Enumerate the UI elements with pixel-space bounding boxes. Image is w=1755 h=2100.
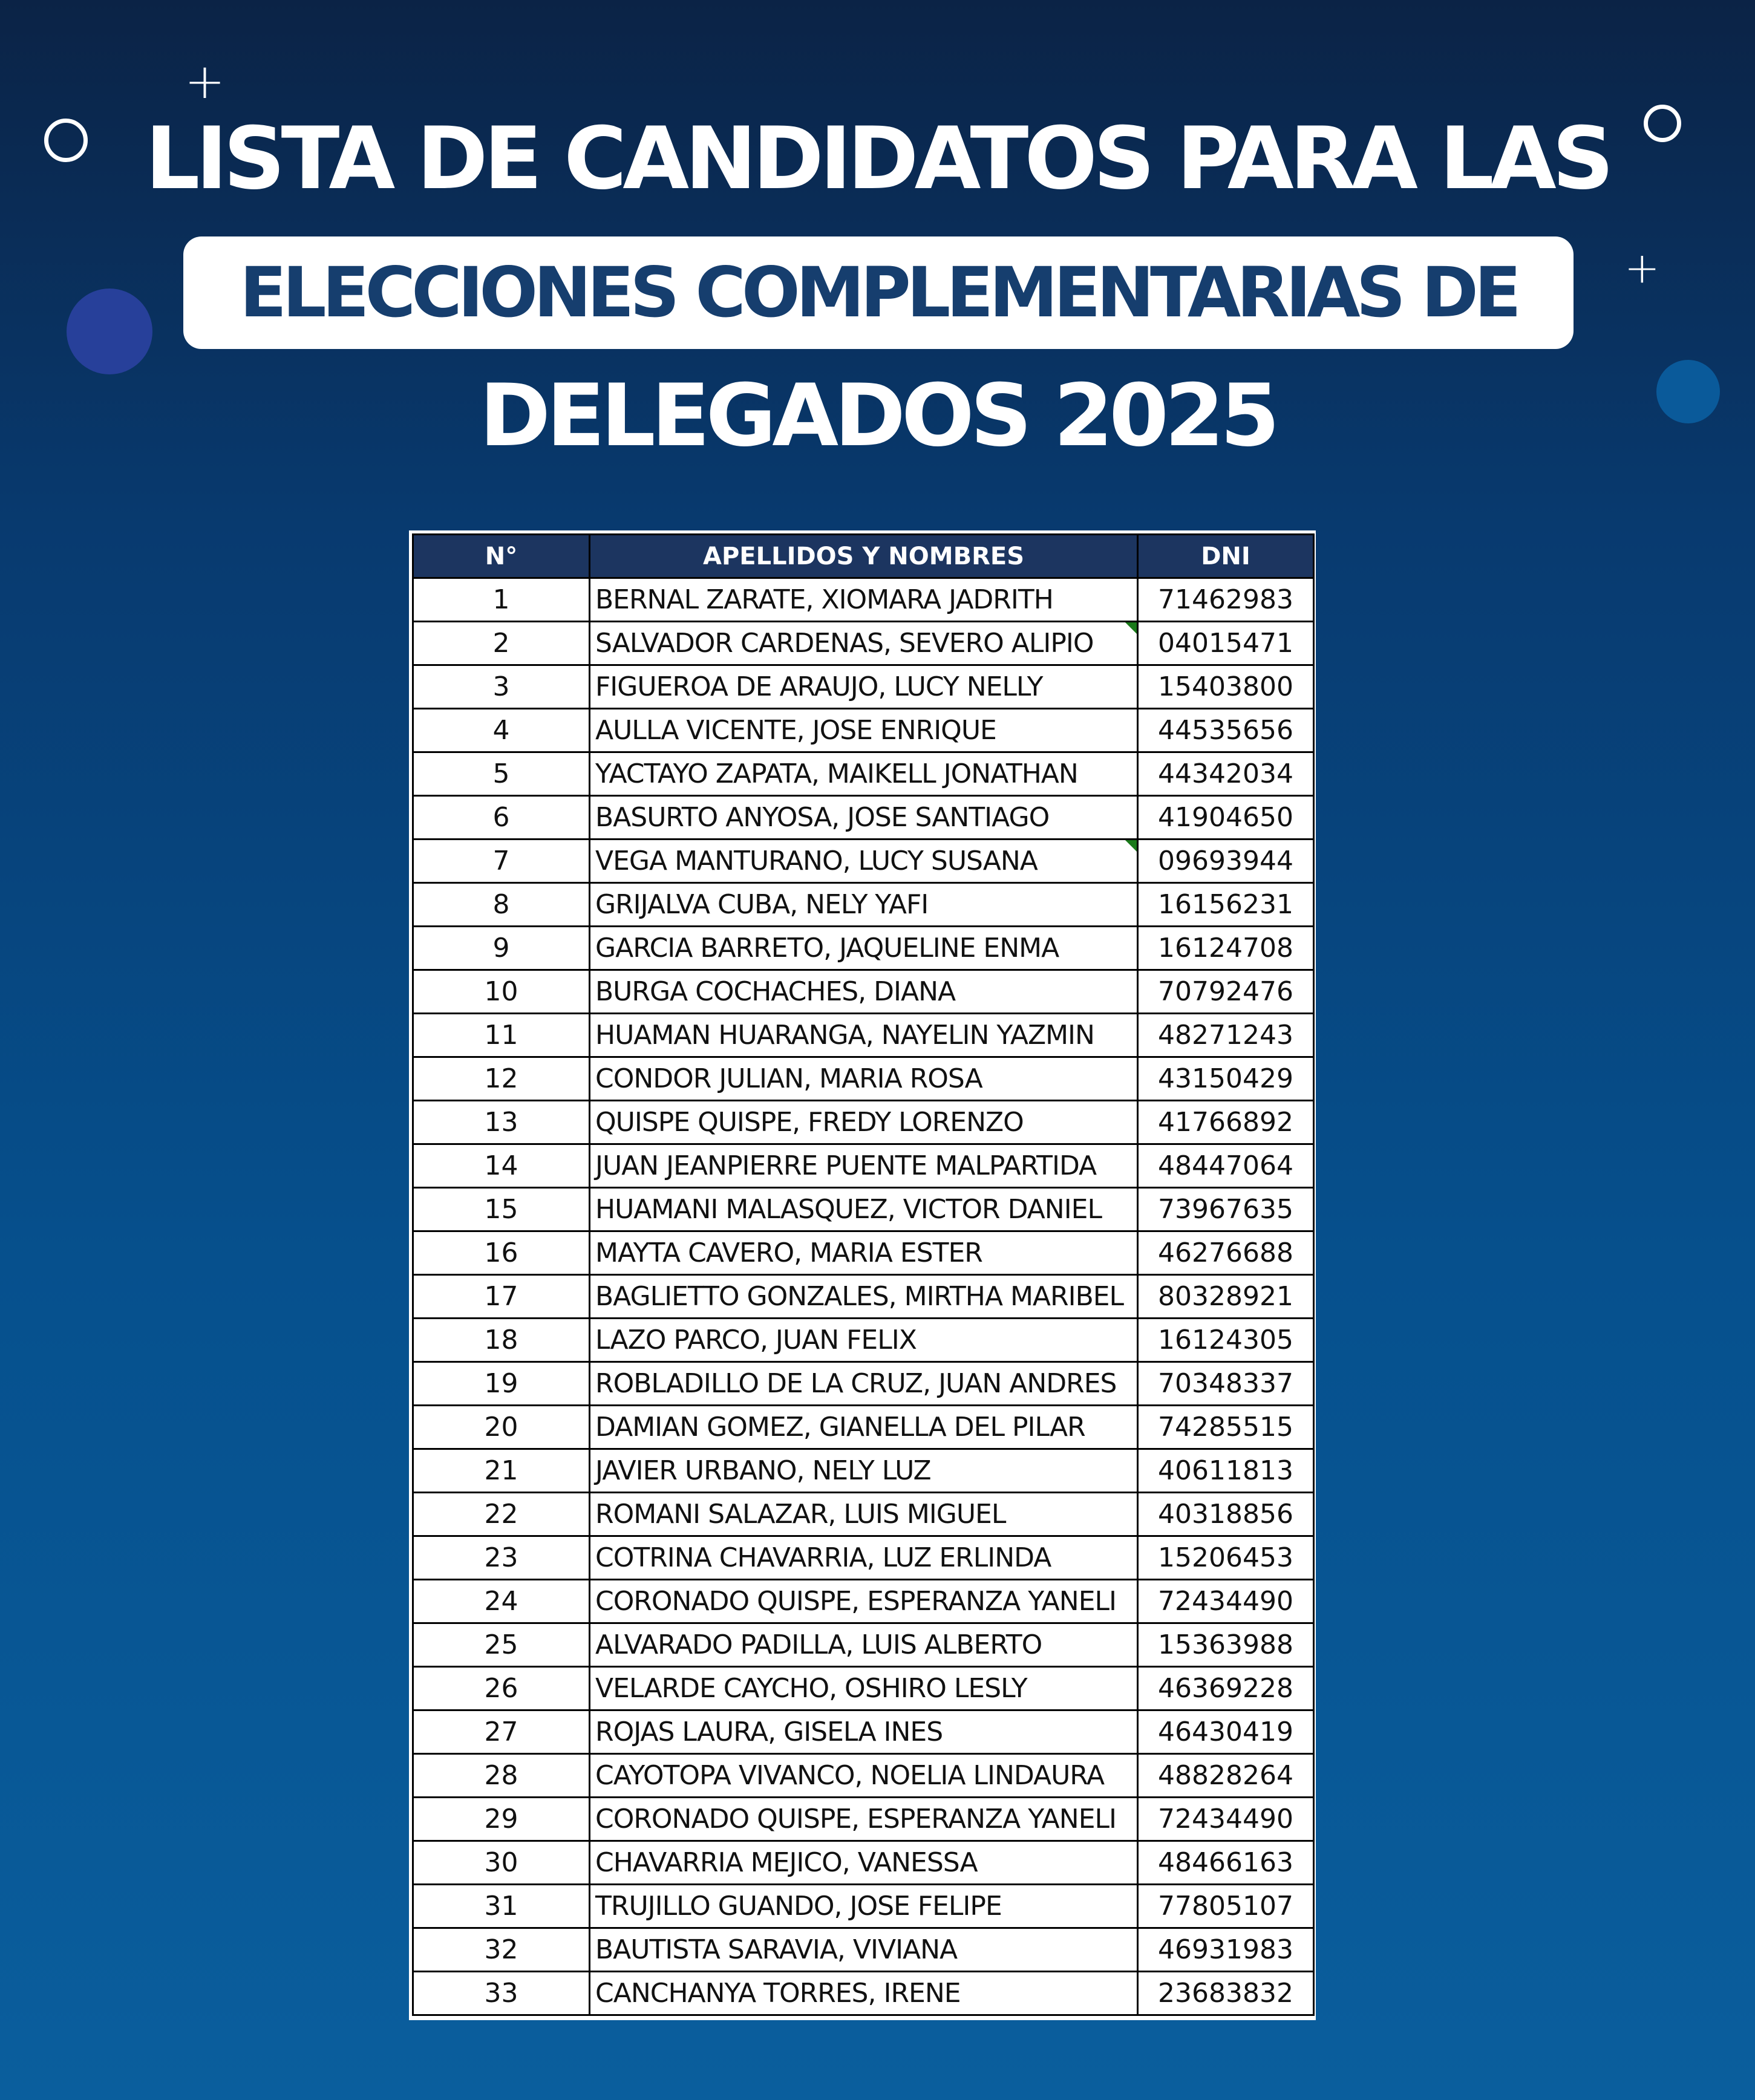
row-name: JUAN JEANPIERRE PUENTE MALPARTIDA [590, 1144, 1138, 1188]
row-name: HUAMAN HUARANGA, NAYELIN YAZMIN [590, 1014, 1138, 1057]
table-row [413, 883, 1314, 927]
table-header-row [413, 535, 1314, 578]
row-name: ALVARADO PADILLA, LUIS ALBERTO [590, 1623, 1138, 1667]
row-dni: 72434490 [1138, 1798, 1314, 1841]
row-dni: 41766892 [1138, 1101, 1314, 1144]
row-number: 14 [413, 1144, 590, 1188]
row-dni: 72434490 [1138, 1580, 1314, 1623]
row-number: 17 [413, 1275, 590, 1319]
table-body [413, 578, 1314, 2015]
row-number: 18 [413, 1319, 590, 1362]
row-dni: 41904650 [1138, 796, 1314, 840]
table-row [413, 1144, 1314, 1188]
row-name: VELARDE CAYCHO, OSHIRO LESLY [590, 1667, 1138, 1710]
table-row [413, 1928, 1314, 1972]
row-dni: 40318856 [1138, 1493, 1314, 1536]
row-dni: 04015471 [1138, 622, 1314, 665]
row-name: BERNAL ZARATE, XIOMARA JADRITH [590, 578, 1138, 622]
table-row [413, 1841, 1314, 1885]
table-row [413, 970, 1314, 1014]
table-row [413, 709, 1314, 752]
row-name: SALVADOR CARDENAS, SEVERO ALIPIO [590, 622, 1138, 665]
row-name: CANCHANYA TORRES, IRENE [590, 1972, 1138, 2015]
table-row [413, 1057, 1314, 1101]
row-number: 2 [413, 622, 590, 665]
row-name: FIGUEROA DE ARAUJO, LUCY NELLY [590, 665, 1138, 709]
table-row [413, 840, 1314, 883]
row-number: 10 [413, 970, 590, 1014]
row-name: CAYOTOPA VIVANCO, NOELIA LINDAURA [590, 1754, 1138, 1798]
row-name: BAGLIETTO GONZALES, MIRTHA MARIBEL [590, 1275, 1138, 1319]
row-name: BAUTISTA SARAVIA, VIVIANA [590, 1928, 1138, 1972]
row-number: 15 [413, 1188, 590, 1231]
table-row [413, 1580, 1314, 1623]
row-number: 26 [413, 1667, 590, 1710]
row-dni: 74285515 [1138, 1406, 1314, 1449]
row-name: BURGA COCHACHES, DIANA [590, 970, 1138, 1014]
header-dni: DNI [1138, 535, 1314, 578]
table-row [413, 665, 1314, 709]
row-dni: 44535656 [1138, 709, 1314, 752]
row-number: 30 [413, 1841, 590, 1885]
row-number: 25 [413, 1623, 590, 1667]
row-name: VEGA MANTURANO, LUCY SUSANA [590, 840, 1138, 883]
row-dni: 46931983 [1138, 1928, 1314, 1972]
row-name: ROJAS LAURA, GISELA INES [590, 1710, 1138, 1754]
row-dni: 23683832 [1138, 1972, 1314, 2015]
row-dni: 48271243 [1138, 1014, 1314, 1057]
row-number: 8 [413, 883, 590, 927]
table-row [413, 622, 1314, 665]
table-row [413, 1319, 1314, 1362]
row-number: 6 [413, 796, 590, 840]
row-dni: 77805107 [1138, 1885, 1314, 1928]
row-dni: 44342034 [1138, 752, 1314, 796]
row-number: 32 [413, 1928, 590, 1972]
row-name: CORONADO QUISPE, ESPERANZA YANELI [590, 1580, 1138, 1623]
row-number: 16 [413, 1231, 590, 1275]
row-number: 11 [413, 1014, 590, 1057]
row-name: MAYTA CAVERO, MARIA ESTER [590, 1231, 1138, 1275]
table-row [413, 927, 1314, 970]
row-number: 7 [413, 840, 590, 883]
row-name: JAVIER URBANO, NELY LUZ [590, 1449, 1138, 1493]
row-name: YACTAYO ZAPATA, MAIKELL JONATHAN [590, 752, 1138, 796]
row-dni: 46369228 [1138, 1667, 1314, 1710]
title-line-2: ELECCIONES COMPLEMENTARIAS DE [240, 252, 1517, 333]
row-name: GRIJALVA CUBA, NELY YAFI [590, 883, 1138, 927]
table-row [413, 1449, 1314, 1493]
row-dni: 15206453 [1138, 1536, 1314, 1580]
table-row [413, 1972, 1314, 2015]
row-dni: 48466163 [1138, 1841, 1314, 1885]
table-row [413, 1885, 1314, 1928]
row-number: 29 [413, 1798, 590, 1841]
row-dni: 46430419 [1138, 1710, 1314, 1754]
row-dni: 16156231 [1138, 883, 1314, 927]
row-number: 27 [413, 1710, 590, 1754]
table-row [413, 1536, 1314, 1580]
table-row [413, 1231, 1314, 1275]
row-dni: 80328921 [1138, 1275, 1314, 1319]
row-name: AULLA VICENTE, JOSE ENRIQUE [590, 709, 1138, 752]
row-name: QUISPE QUISPE, FREDY LORENZO [590, 1101, 1138, 1144]
table-row [413, 752, 1314, 796]
title-line-3: DELEGADOS 2025 [479, 366, 1276, 466]
table-row [413, 1493, 1314, 1536]
row-dni: 40611813 [1138, 1449, 1314, 1493]
row-dni: 70348337 [1138, 1362, 1314, 1406]
row-number: 23 [413, 1536, 590, 1580]
row-dni: 48828264 [1138, 1754, 1314, 1798]
plus-icon: + [1624, 243, 1660, 293]
row-number: 1 [413, 578, 590, 622]
row-number: 24 [413, 1580, 590, 1623]
candidates-table-container [409, 530, 1316, 2020]
row-dni: 46276688 [1138, 1231, 1314, 1275]
row-name: GARCIA BARRETO, JAQUELINE ENMA [590, 927, 1138, 970]
row-number: 19 [413, 1362, 590, 1406]
table-row [413, 1362, 1314, 1406]
row-number: 9 [413, 927, 590, 970]
row-number: 21 [413, 1449, 590, 1493]
title-line-1: LISTA DE CANDIDATOS PARA LAS [145, 109, 1610, 209]
comment-marker-icon [1125, 622, 1138, 636]
table-row [413, 1275, 1314, 1319]
row-name: CORONADO QUISPE, ESPERANZA YANELI [590, 1798, 1138, 1841]
row-name: CHAVARRIA MEJICO, VANESSA [590, 1841, 1138, 1885]
row-dni: 16124305 [1138, 1319, 1314, 1362]
table-row [413, 1406, 1314, 1449]
row-dni: 09693944 [1138, 840, 1314, 883]
row-dni: 71462983 [1138, 578, 1314, 622]
row-name: TRUJILLO GUANDO, JOSE FELIPE [590, 1885, 1138, 1928]
plus-icon: + [185, 53, 226, 109]
row-name: COTRINA CHAVARRIA, LUZ ERLINDA [590, 1536, 1138, 1580]
table-row [413, 1188, 1314, 1231]
row-number: 31 [413, 1885, 590, 1928]
table-row [413, 1710, 1314, 1754]
row-name: BASURTO ANYOSA, JOSE SANTIAGO [590, 796, 1138, 840]
row-number: 3 [413, 665, 590, 709]
row-number: 33 [413, 1972, 590, 2015]
table-row [413, 1101, 1314, 1144]
row-name: DAMIAN GOMEZ, GIANELLA DEL PILAR [590, 1406, 1138, 1449]
row-dni: 16124708 [1138, 927, 1314, 970]
row-dni: 15403800 [1138, 665, 1314, 709]
table-row [413, 1623, 1314, 1667]
row-number: 28 [413, 1754, 590, 1798]
row-number: 22 [413, 1493, 590, 1536]
dot-icon [67, 289, 152, 374]
row-number: 12 [413, 1057, 590, 1101]
row-dni: 70792476 [1138, 970, 1314, 1014]
table-row [413, 1014, 1314, 1057]
table-row [413, 578, 1314, 622]
table-row [413, 1754, 1314, 1798]
row-name: LAZO PARCO, JUAN FELIX [590, 1319, 1138, 1362]
candidates-table [412, 533, 1315, 2016]
table-row [413, 1667, 1314, 1710]
row-number: 20 [413, 1406, 590, 1449]
row-name: HUAMANI MALASQUEZ, VICTOR DANIEL [590, 1188, 1138, 1231]
header-name: APELLIDOS Y NOMBRES [590, 535, 1138, 578]
row-name: CONDOR JULIAN, MARIA ROSA [590, 1057, 1138, 1101]
row-dni: 43150429 [1138, 1057, 1314, 1101]
row-name: ROBLADILLO DE LA CRUZ, JUAN ANDRES [590, 1362, 1138, 1406]
table-row [413, 796, 1314, 840]
row-number: 4 [413, 709, 590, 752]
row-name: ROMANI SALAZAR, LUIS MIGUEL [590, 1493, 1138, 1536]
row-dni: 48447064 [1138, 1144, 1314, 1188]
header-number: N° [413, 535, 590, 578]
row-number: 13 [413, 1101, 590, 1144]
table-row [413, 1798, 1314, 1841]
row-number: 5 [413, 752, 590, 796]
comment-marker-icon [1125, 840, 1138, 853]
row-dni: 73967635 [1138, 1188, 1314, 1231]
row-dni: 15363988 [1138, 1623, 1314, 1667]
